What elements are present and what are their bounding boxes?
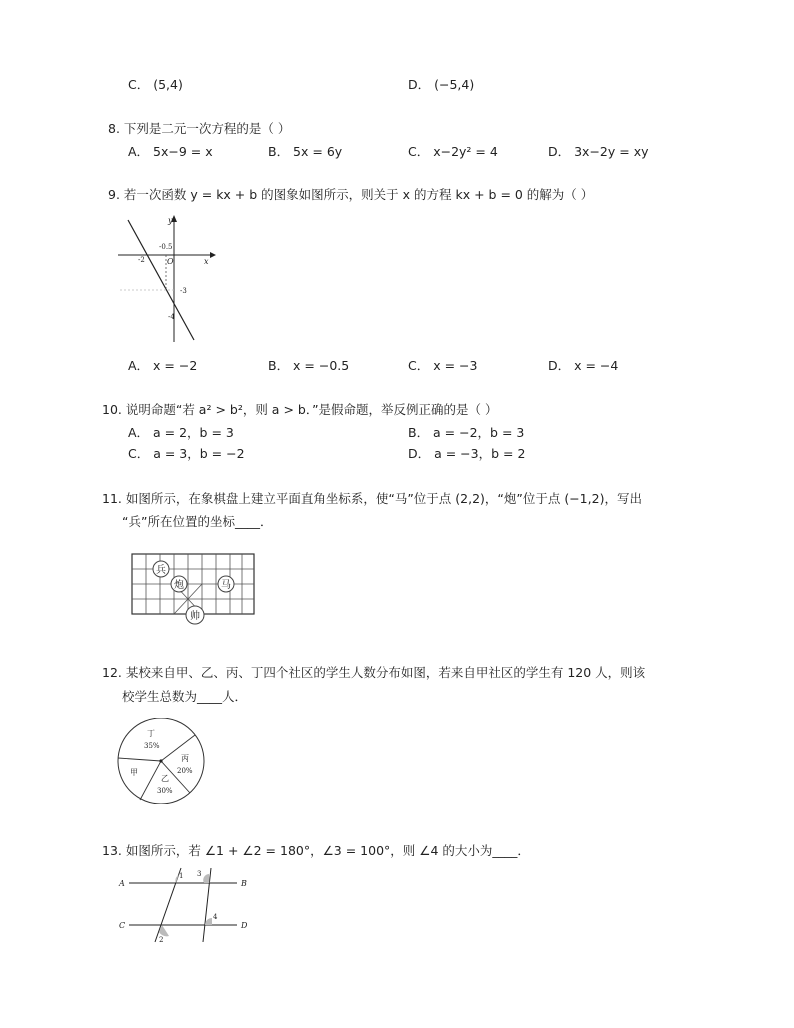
- q11-board-grid: [132, 554, 254, 614]
- q9-stem: 9. 若一次函数 y = kx + b 的图象如图所示，则关于 x 的方程 kx + b = 0 的解为（ ）: [108, 187, 594, 202]
- q10-stem: 10. 说明命题“若 a² > b²，则 a > b．”是假命题，举反例正确的是（ ）: [102, 402, 498, 417]
- q13-label-b: B: [241, 879, 247, 888]
- svg-text:炮: 炮: [174, 580, 184, 591]
- q12-center-dot: [159, 759, 162, 762]
- q11-piece-ma: [218, 576, 234, 592]
- q10-option-c: C． a = 3，b = −2: [128, 446, 245, 461]
- q12-pie-chart: [115, 718, 215, 804]
- q13-label-a: A: [119, 879, 125, 888]
- q13-angle-3-label: 3: [197, 870, 202, 878]
- q8-option-a: A． 5x−9 = x: [128, 144, 213, 159]
- q11-stem-line2: “兵”所在位置的坐标____．: [122, 514, 273, 529]
- q8-option-d: D． 3x−2y = xy: [548, 144, 649, 159]
- q13-angle-4-label: 4: [213, 913, 218, 921]
- q8-stem: 8. 下列是二元一次方程的是（ ）: [108, 121, 291, 136]
- q9-label-neg2: -2: [138, 256, 145, 264]
- q13-label-c: C: [119, 921, 126, 930]
- svg-text:帅: 帅: [190, 611, 200, 622]
- q13-stem: 13. 如图所示，若 ∠1 + ∠2 = 180°，∠3 = 100°，则 ∠4 的大小为____．: [102, 843, 530, 858]
- q9-function-line: [128, 220, 194, 340]
- q11-stem-line1: 11. 如图所示，在象棋盘上建立平面直角坐标系，使“马”位于点 (2,2)，“炮”位于点 (−1,2)，写出: [102, 491, 642, 506]
- q10-option-b: B． a = −2，b = 3: [408, 425, 525, 440]
- q8-option-b: B． 5x = 6y: [268, 144, 343, 159]
- q11-piece-shuai: [186, 606, 204, 624]
- q11-piece-bing: [153, 561, 169, 577]
- q10-option-d: D． a = −3，b = 2: [408, 446, 526, 461]
- svg-text:马: 马: [221, 580, 231, 591]
- q7-option-d: D． (−5,4): [408, 77, 475, 92]
- q9-label-neg05: -0.5: [159, 243, 173, 251]
- q12-label-yi: 乙: [161, 774, 169, 783]
- q9-label-neg4: -4: [168, 313, 175, 321]
- q8-option-c: C． x−2y² = 4: [408, 144, 498, 159]
- q13-angle-4-mark: [205, 918, 212, 925]
- q9-y-label: y: [168, 216, 173, 225]
- q13-angle-2-label: 2: [159, 936, 164, 944]
- q9-origin-label: O: [167, 257, 174, 266]
- q13-parallel-lines-figure: [115, 866, 255, 944]
- q13-angle-3-mark: [203, 874, 209, 883]
- q13-label-d: D: [241, 921, 248, 930]
- q9-option-b: B． x = −0.5: [268, 358, 350, 373]
- q11-piece-pao: [171, 576, 187, 592]
- q9-option-a: A． x = −2: [128, 358, 198, 373]
- q9-option-c: C． x = −3: [408, 358, 478, 373]
- q12-pct-bing: 20%: [177, 767, 193, 775]
- q11-chessboard-figure: [120, 546, 265, 628]
- q12-pct-ding: 35%: [144, 742, 160, 750]
- q10-option-a: A． a = 2，b = 3: [128, 425, 234, 440]
- q9-x-label: x: [204, 257, 209, 266]
- q12-label-bing: 丙: [181, 754, 189, 763]
- q12-label-jia: 甲: [130, 768, 138, 777]
- q9-label-neg3: -3: [180, 287, 187, 295]
- q9-x-axis-arrow-icon: [210, 252, 216, 258]
- q12-stem-line2: 校学生总数为____人．: [122, 689, 248, 704]
- q9-linear-function-graph: [118, 212, 218, 347]
- q9-option-d: D． x = −4: [548, 358, 619, 373]
- q7-option-c: C． (5,4): [128, 77, 183, 92]
- q12-label-ding: 丁: [147, 729, 155, 738]
- q13-angle-1-label: 1: [179, 872, 184, 880]
- q12-pct-yi: 30%: [157, 787, 173, 795]
- svg-text:兵: 兵: [156, 565, 166, 576]
- q12-stem-line1: 12. 某校来自甲、乙、丙、丁四个社区的学生人数分布如图，若来自甲社区的学生有 120 人，则该: [102, 665, 646, 680]
